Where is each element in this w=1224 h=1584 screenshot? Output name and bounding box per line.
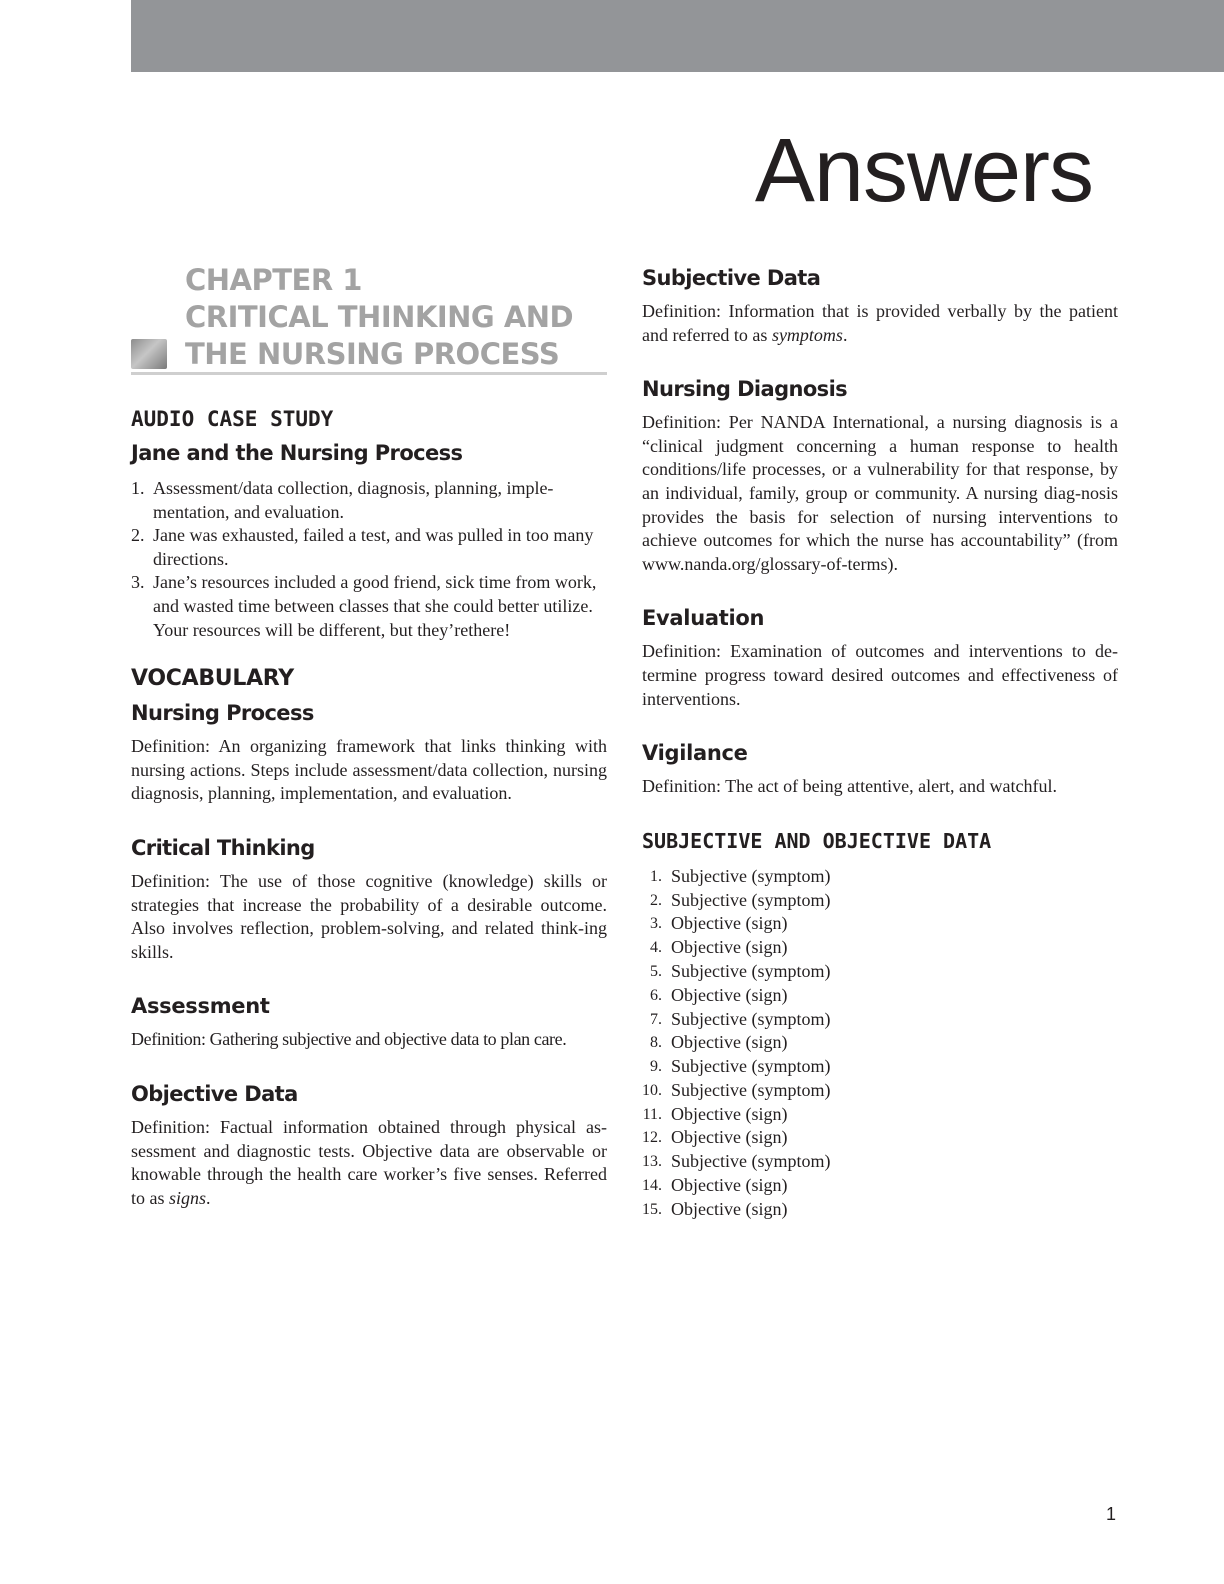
page-number: 1 [1105, 1504, 1116, 1524]
audio-case-study-heading: AUDIO CASE STUDY [131, 407, 334, 431]
term-objective-data: Objective Data [131, 1081, 298, 1106]
definition-vigilance: Definition: The act of being attentive, alert, and watchful. [642, 776, 1058, 797]
chapter-title-line-1: CRITICAL THINKING AND [185, 300, 574, 334]
audio-case-study-subheading: Jane and the Nursing Process [131, 441, 463, 465]
list-item: 2. Subjective (symptom) [650, 889, 831, 910]
list-item: 14. Objective (sign) [642, 1175, 788, 1196]
term-nursing-process: Nursing Process [131, 701, 314, 726]
definition-nursing-process: Definition: An organizing framework that links thinking with nursing actions. Steps include assessment/data collection, nursing diagnosis, planning, implementation, and evaluation. [131, 736, 607, 804]
page-title: Answers [754, 121, 1093, 221]
term-assessment: Assessment [131, 994, 270, 1019]
term-nursing-diagnosis: Nursing Diagnosis [642, 377, 848, 402]
chapter-number: CHAPTER 1 [185, 263, 362, 297]
definition-objective-data: Definition: Factual information obtained through physical as-sessment and diagnostic tests. Objective data are observable or knowable through the health care worker’s five senses. Referred to as signs. [131, 1116, 607, 1208]
left-column [131, 262, 607, 1210]
chapter-title-line-2: THE NURSING PROCESS [185, 337, 560, 371]
list-item: 3. Jane’s resources included a good friend, sick time from work, and wasted time between classes that she could better utilize. Your resources will be different, but they’rethere! [131, 572, 597, 640]
list-item: 10. Subjective (symptom) [642, 1079, 831, 1100]
audio-case-study-answers [131, 477, 607, 642]
definition-evaluation: Definition: Examination of outcomes and interventions to de-termine progress toward desired outcomes and effectiveness of interventions. [642, 641, 1118, 709]
chapter-image-icon [131, 339, 167, 369]
list-item: 2. Jane was exhausted, failed a test, and was pulled in too many directions. [131, 525, 594, 569]
right-column [642, 262, 1118, 1222]
definition-critical-thinking: Definition: The use of those cognitive (knowledge) skills or strategies that increase the probability of a desirable outcome. Also involves reflection, problem-solving, and related think-ing skills. [131, 870, 607, 962]
term-evaluation: Evaluation [642, 606, 765, 631]
list-item: 8. Objective (sign) [650, 1032, 788, 1053]
definition-nursing-diagnosis: Definition: Per NANDA International, a nursing diagnosis is a “clinical judgment concerning a human response to health conditions/life processes, or a vulnerability for that response, by an individual, family, group or community. A nursing diag-nosis provides the basis for selection of nursing interventions to achieve outcomes for which the nurse has accountability” (from www.nanda.org/glossary-of-terms). [642, 412, 1118, 574]
vocabulary-heading: VOCABULARY [131, 666, 294, 692]
list-item: 4. Objective (sign) [650, 937, 788, 958]
list-item: 6. Objective (sign) [650, 984, 788, 1005]
list-item: 7. Subjective (symptom) [650, 1008, 831, 1029]
term-subjective-data: Subjective Data [642, 266, 821, 290]
chapter-heading [131, 262, 607, 375]
list-item: 1. Assessment/data collection, diagnosis, planning, imple-mentation, and evaluation. [131, 478, 554, 522]
list-item: 11. Objective (sign) [642, 1103, 788, 1124]
list-item: 1. Subjective (symptom) [650, 865, 831, 886]
list-item: 9. Subjective (symptom) [650, 1056, 831, 1077]
list-item: 12. Objective (sign) [642, 1127, 788, 1148]
header-band [131, 0, 1224, 72]
list-item: 3. Objective (sign) [650, 913, 788, 934]
subjective-objective-heading: SUBJECTIVE AND OBJECTIVE DATA [642, 828, 992, 853]
list-item: 13. Subjective (symptom) [642, 1151, 831, 1172]
list-item: 15. Objective (sign) [642, 1198, 788, 1219]
term-vigilance: Vigilance [642, 741, 748, 766]
definition-assessment: Definition: Gathering subjective and objective data to plan care. [131, 1029, 567, 1050]
subjective-objective-answers [642, 865, 1118, 1222]
list-item: 5. Subjective (symptom) [650, 960, 831, 981]
term-critical-thinking: Critical Thinking [131, 835, 315, 860]
definition-subjective-data: Definition: Information that is provided verbally by the patient and referred to as symptoms. [642, 301, 1118, 345]
